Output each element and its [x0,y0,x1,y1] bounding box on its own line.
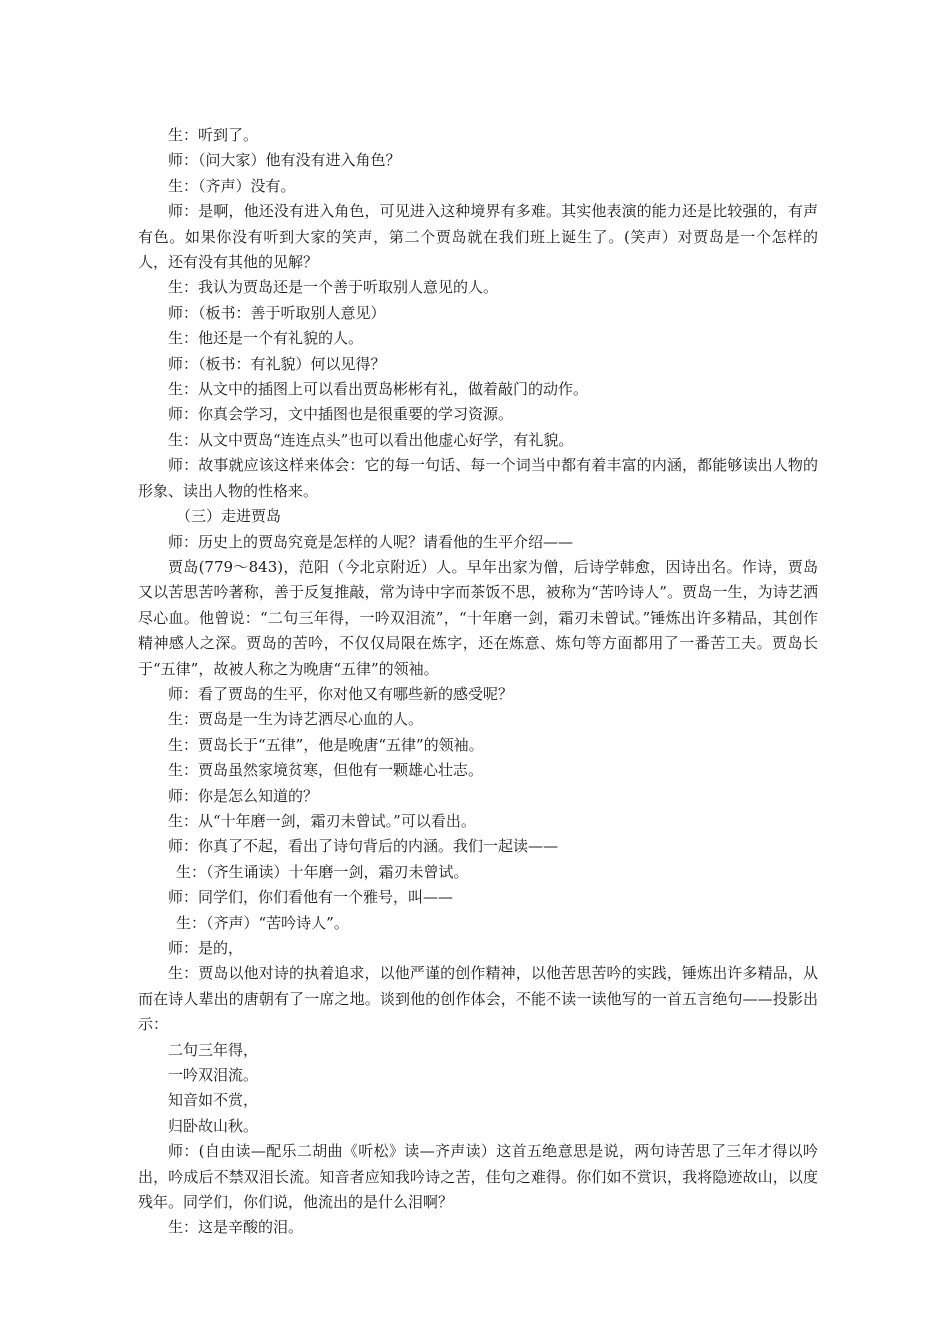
paragraph: 生：贾岛是一生为诗艺洒尽心血的人。 [168,710,424,729]
poem-line: 一吟双泪流。 [168,1066,259,1085]
paragraph: 师：故事就应该这样来体会：它的每一句话、每一个词当中都有着丰富的内涵，都能够读出人物的形象、读出人物的性格来。 [138,456,818,500]
paragraph: 师：（板书：有礼貌）何以见得？ [168,354,386,373]
paragraph: 师：你真了不起，看出了诗句背后的内涵。我们一起读—— [168,837,559,856]
paragraph: 师：看了贾岛的生平，你对他又有哪些新的感受呢？ [168,684,514,703]
section-heading: （三）走进贾岛 [176,507,282,526]
paragraph: 生：贾岛长于“五律”，他是晚唐“五律”的领袖。 [168,735,484,754]
paragraph: 生：我认为贾岛还是一个善于听取别人意见的人。 [168,278,499,297]
paragraph: 生：（齐声）没有。 [168,176,296,195]
paragraph: 生：他还是一个有礼貌的人。 [168,329,364,348]
paragraph: 师：（问大家）他有没有进入角色？ [168,151,401,170]
document-page [138,123,818,1241]
paragraph: 师：是啊，他还没有进入角色，可见进入这种境界有多难。其实他表演的能力还是比较强的，有声有色。如果你没有听到大家的笑声，第二个贾岛就在我们班上诞生了。(笑声）对贾岛是一个怎样的人，还有没有其他的见解？ [138,202,818,272]
paragraph: 师：（板书：善于听取别人意见） [168,303,386,322]
biography-paragraph: 贾岛(779～843)，范阳（今北京附近）人。早年出家为僧，后诗学韩愈，因诗出名。作诗，贾岛又以苦思苦吟著称，善于反复推敲，常为诗中字而茶饭不思，被称为“苦吟诗人”。贾岛一生，为诗艺洒尽心血。他曾说：“二句三年得，一吟双泪流”，“十年磨一剑，霜刃未曾试。”锤炼出许多精品，其创作精神感人之深。贾岛的苦吟，不仅仅局限在炼字，还在炼意、炼句等方面都用了一番苦工夫。贾岛长于“五律”，故被人称之为晚唐“五律”的领袖。 [138,557,818,678]
paragraph: 师：你真会学习，文中插图也是很重要的学习资源。 [168,405,514,424]
paragraph: 生：（齐声）“苦吟诗人”。 [176,913,349,932]
paragraph: 生：（齐生诵读）十年磨一剑，霜刃未曾试。 [176,862,469,881]
paragraph: 生：从文中的插图上可以看出贾岛彬彬有礼，做着敲门的动作。 [168,380,589,399]
paragraph: 师：是的， [168,939,244,957]
paragraph: 师：同学们，你们看他有一个雅号，叫—— [168,888,454,907]
poem-line: 二句三年得， [168,1040,259,1059]
paragraph: 生：从“十年磨一剑，霜刃未曾试。”可以看出。 [168,811,476,830]
paragraph: 生：贾岛虽然家境贫寒，但他有一颗雄心壮志。 [168,761,484,780]
paragraph: 生：从文中贾岛“连连点头”也可以看出他虚心好学，有礼貌。 [168,430,574,449]
paragraph: 师：(自由读—配乐二胡曲《听松》读—齐声读）这首五绝意思是说，两句诗苦思了三年才得以吟出，吟成后不禁双泪长流。知音者应知我吟诗之苦，佳句之难得。你们如不赏识，我将隐迹故山，以度残年。同学们，你们说，他流出的是什么泪啊？ [138,1142,818,1212]
poem-line: 归卧故山秋。 [168,1116,259,1135]
paragraph: 生：贾岛以他对诗的执着追求，以他严谨的创作精神，以他苦思苦吟的实践，锤炼出许多精品，从而在诗人辈出的唐朝有了一席之地。谈到他的创作体会，不能不读一读他写的一首五言绝句——投影出示： [138,964,818,1034]
paragraph: 师：你是怎么知道的？ [168,786,319,805]
paragraph: 师：历史上的贾岛究竟是怎样的人呢？请看他的生平介绍—— [168,532,574,551]
poem-line: 知音如不赏， [168,1091,259,1110]
paragraph: 生：这是辛酸的泪。 [168,1218,304,1237]
paragraph: 生：听到了。 [168,126,259,144]
